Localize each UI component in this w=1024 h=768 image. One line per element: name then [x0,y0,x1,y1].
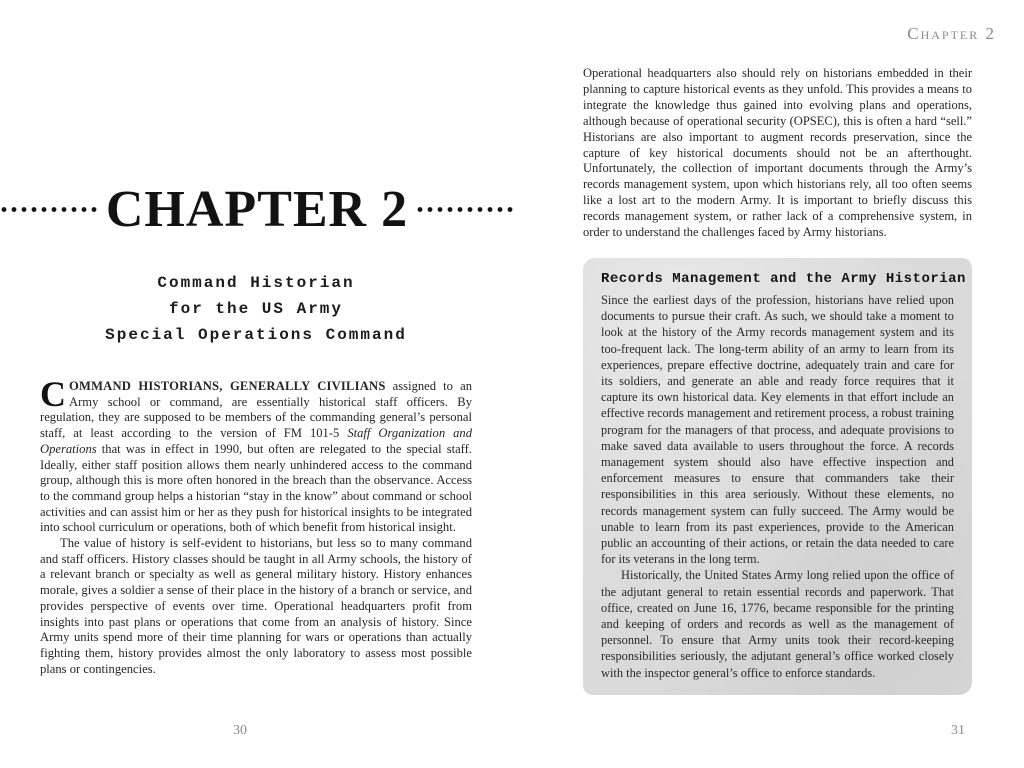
subtitle-line-2: for the US Army [168,300,344,318]
subtitle-line-1: Command Historian [157,274,355,292]
paragraph-text: that was in effect in 1990, but often are relegated to the special staff. Ideally, either staff position allows them nearly unhindered access to the command group, although this is more often honored in the breach than the observance. Access to the command group helps a historian “stay in the know” about command or school activities and can assist him or her as they push for historical insights to be integrated into school curriculum or operations, both of which benefit from historical insight. [40,441,472,535]
dropcap-letter: C [40,374,66,414]
paragraph-lead-bold: OMMAND HISTORIANS, GENERALLY CIVILIANS [69,379,386,393]
chapter-subtitle [40,270,472,348]
sidebar-paragraph-2: Historically, the United States Army long relied upon the office of the adjutant general to retain essential records and paperwork. That office, created on June 16, 1776, became responsible for the printing and keeping of orders and records as well as the management of personnel. To ensure that Army units took their record-keeping responsibilities seriously, the adjutant general’s office worked closely with the inspector general’s office to enforce standards. [601,568,954,680]
paragraph-text: assigned to an Army school or command, are essentially historical staff officers. By regulation, they are supposed to be members of the commanding general’s personal staff, at least according to the version of FM 101-5 [40,379,473,441]
sidebar-paragraph-1: Since the earliest days of the profession, historians have relied upon documents to pursue their craft. As such, we should take a moment to look at the history of the Army records management system and its too-frequent lack. The long-term ability of an army to learn from its experiences, prepare effective doctrine, adequately train and care for its soldiers, and generate an able and ready force requires that it capture its own historical data. Key elements in that effort include an effective records management and retirement process, a robust training program for the managers of that process, and adequate provisions to make saved data available to users throughout the force. A records management system should also have effective inspection and enforcement measures to ensure that commanders take their responsibilities in this area seriously. Without these elements, no records management system can fully succeed. The Army would be unable to learn from its past experiences, provide to the American public an accounting of their actions, or retain the data needed to care for its veterans in the long term. [601,293,954,567]
records-management-sidebar [583,258,972,695]
page-number-right: 31 [951,723,965,738]
subtitle-line-3: Special Operations Command [105,326,407,344]
dotted-rule-left [0,207,98,212]
right-page-body [583,66,972,241]
running-head-chapter: Chapter 2 [907,24,996,43]
sidebar-heading: Records Management and the Army Historian [601,271,966,287]
dotted-rule-right [416,207,514,212]
left-paragraph-1 [40,374,473,536]
left-page-body [40,374,473,677]
page-number-left: 30 [233,723,247,738]
left-paragraph-2: The value of history is self-evident to historians, but less so to many command and staff officers. History classes should be taught in all Army schools, the history of a relevant branch or specialty as well as general military history. History enhances morale, gives a soldier a sense of their place in the history of a branch or service, and provides perspective of events over time. Operational headquarters profit from insights into past plans or operations that come from an analysis of history. Since Army units spend more of their time planning for wars or operations than actually fighting them, history provides almost the only laboratory to assess most possible plans or contingencies. [40,536,472,676]
italic-title-reference: Staff Organization and Operations [40,426,472,456]
right-paragraph-1: Operational headquarters also should rely on historians embedded in their planning to capture historical events as they unfold. This provides a means to integrate the knowledge thus gained into evolving plans and operations, although because of operational security (OPSEC), this is often a hard “sell.” Historians are also important to augment records preservation, since the capture of key historical documents should not be an afterthought. Unfortunately, the collection of important documents through the Army’s records management system, upon which historians rely, all too often seems like a lost art to the modern Army. It is important to briefly discuss this records management system, or rather lack of a comprehensive system, in order to understand the challenges faced by Army historians. [583,66,972,240]
chapter-title: CHAPTER 2 [105,181,409,238]
chapter-title-row [0,180,514,239]
